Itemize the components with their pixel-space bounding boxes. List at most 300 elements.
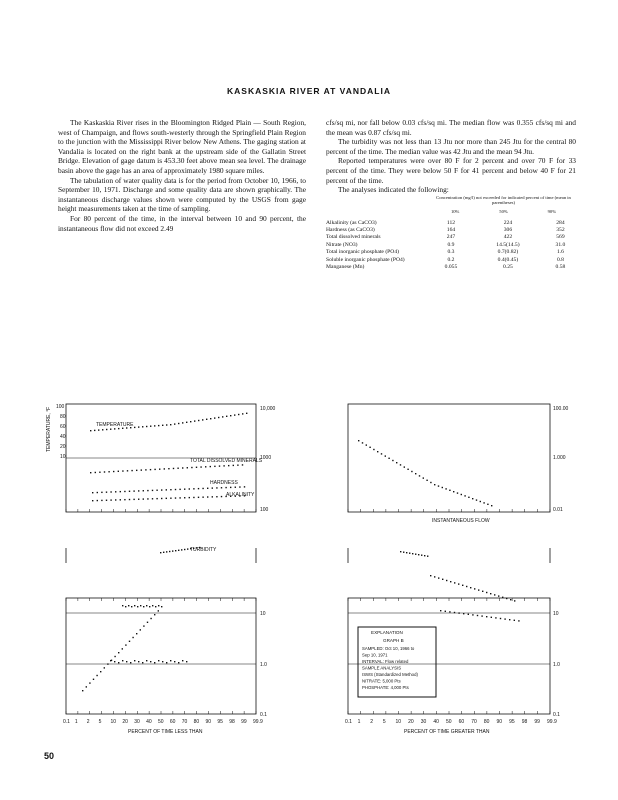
data-point bbox=[418, 554, 419, 555]
legend-title: EXPLANATION bbox=[371, 630, 403, 635]
data-point bbox=[205, 466, 206, 467]
data-point bbox=[158, 605, 159, 606]
data-point bbox=[166, 498, 167, 499]
data-point bbox=[131, 606, 132, 607]
data-point bbox=[385, 455, 386, 456]
data-point bbox=[500, 618, 501, 619]
data-point bbox=[118, 471, 119, 472]
data-point bbox=[178, 662, 179, 663]
data-point bbox=[179, 489, 180, 490]
x-tick-label: 90 bbox=[205, 719, 212, 725]
page-number: 50 bbox=[44, 751, 55, 761]
data-point bbox=[223, 465, 224, 466]
data-point bbox=[156, 498, 157, 499]
data-point bbox=[110, 660, 111, 661]
data-point bbox=[438, 577, 439, 578]
data-point bbox=[474, 588, 475, 589]
data-point bbox=[187, 467, 188, 468]
data-point bbox=[487, 504, 488, 505]
tick-label: 10 bbox=[260, 611, 266, 617]
data-point bbox=[234, 414, 235, 415]
data-point bbox=[158, 660, 159, 661]
x-tick-label: 5 bbox=[382, 719, 386, 725]
data-point bbox=[118, 428, 119, 429]
percent-label: 50% bbox=[499, 208, 508, 214]
data-point bbox=[362, 442, 363, 443]
data-point bbox=[179, 497, 180, 498]
x-tick-label: 70 bbox=[471, 719, 477, 725]
data-point bbox=[131, 470, 132, 471]
data-point bbox=[246, 413, 247, 414]
table-cell: Alkalinity (as CaCO3) bbox=[326, 219, 377, 226]
tick-label: 100 bbox=[56, 404, 65, 410]
data-point bbox=[198, 488, 199, 489]
data-point bbox=[477, 615, 478, 616]
data-point bbox=[147, 622, 148, 623]
x-tick-label: 1 bbox=[357, 719, 361, 725]
table-cell: Total dissolved minerals bbox=[326, 234, 381, 241]
x-axis-label: PERCENT OF TIME LESS THAN bbox=[128, 729, 203, 735]
data-point bbox=[178, 550, 179, 551]
data-point bbox=[182, 467, 183, 468]
data-point bbox=[453, 491, 454, 492]
data-point bbox=[483, 502, 484, 503]
data-point bbox=[409, 553, 410, 554]
data-point bbox=[124, 499, 125, 500]
table-cell: Nitrate (NO3) bbox=[326, 241, 358, 248]
data-point bbox=[388, 458, 389, 459]
table-cell: 247 bbox=[446, 234, 456, 241]
legend-line: INTERVAL: Flow related bbox=[362, 659, 409, 664]
data-point bbox=[182, 422, 183, 423]
table-cell: 0.055 bbox=[444, 263, 458, 270]
data-point bbox=[113, 471, 114, 472]
tick-label: 1000 bbox=[260, 455, 272, 461]
data-point bbox=[230, 415, 231, 416]
table-cell: 422 bbox=[503, 234, 513, 241]
data-point bbox=[184, 488, 185, 489]
x-tick-label: 60 bbox=[169, 719, 176, 725]
data-point bbox=[491, 617, 492, 618]
data-point bbox=[124, 491, 125, 492]
data-point bbox=[419, 475, 420, 476]
x-tick-label: 98 bbox=[521, 719, 528, 725]
data-point bbox=[99, 472, 100, 473]
data-point bbox=[114, 661, 115, 662]
series-label: TEMPERATURE bbox=[96, 422, 134, 428]
data-point bbox=[120, 499, 121, 500]
data-point bbox=[400, 464, 401, 465]
data-point bbox=[143, 498, 144, 499]
x-tick-label: 99.9 bbox=[253, 719, 263, 725]
data-point bbox=[160, 552, 161, 553]
data-point bbox=[518, 620, 519, 621]
tick-label: 100.00 bbox=[553, 406, 569, 412]
paragraph: Reported temperatures were over 80 F for 2 percent and over 70 F for 33 percent of the time. They were below 50 F for 41 percent and below 40 F for 21 percent of the time. bbox=[326, 156, 576, 185]
data-point bbox=[104, 667, 105, 668]
data-point bbox=[490, 593, 491, 594]
data-point bbox=[198, 497, 199, 498]
data-point bbox=[412, 553, 413, 554]
data-point bbox=[158, 425, 159, 426]
data-point bbox=[118, 662, 119, 663]
data-point bbox=[235, 487, 236, 488]
data-point bbox=[218, 417, 219, 418]
data-point bbox=[174, 661, 175, 662]
data-point bbox=[168, 468, 169, 469]
table-header: Concentration (mg/l) not exceeded for indicated percent of time (mean in parentheses) bbox=[436, 194, 571, 206]
data-point bbox=[166, 551, 167, 552]
tick-label: 1.000 bbox=[553, 455, 566, 461]
table-cell: Soluble inorganic phosphate (PO4) bbox=[326, 256, 405, 263]
paragraph: The analyses indicated the following: bbox=[338, 185, 449, 195]
data-point bbox=[366, 444, 367, 445]
data-point bbox=[143, 490, 144, 491]
x-tick-label: 10 bbox=[395, 719, 402, 725]
x-tick-label: 10 bbox=[110, 719, 117, 725]
table-cell: 306 bbox=[503, 226, 513, 233]
data-point bbox=[175, 497, 176, 498]
x-tick-label: 99 bbox=[534, 719, 540, 725]
data-point bbox=[110, 499, 111, 500]
x-tick-label: 0.1 bbox=[345, 719, 352, 725]
data-point bbox=[457, 492, 458, 493]
x-tick-label: 40 bbox=[433, 719, 439, 725]
table-cell: 352 bbox=[556, 226, 565, 233]
data-point bbox=[110, 491, 111, 492]
data-point bbox=[140, 605, 141, 606]
data-point bbox=[154, 425, 155, 426]
x-axis-ticks-right bbox=[345, 719, 557, 725]
x-tick-label: 70 bbox=[181, 719, 188, 725]
data-point bbox=[228, 465, 229, 466]
tick-label: 0.1 bbox=[553, 712, 560, 718]
paragraph: The Kaskaskia River rises in the Bloomington Ridged Plain — South Region, west of Champaign, and flows south-westerly through the Springfield Plain Region to the junction with the Mississippi River below New Athens. The gaging station at Vandalia is located on the right bank at the upstream side of the Gallatin Street Bridge. Elevation of gage datum is 453.30 feet above mean sea level. The drainage basin above the gage has an area of approximately 1980 square miles. bbox=[58, 118, 306, 175]
data-point bbox=[458, 583, 459, 584]
table-cell: 224 bbox=[503, 219, 513, 226]
data-point bbox=[182, 660, 183, 661]
data-point bbox=[150, 426, 151, 427]
data-point bbox=[125, 644, 126, 645]
series-label: TOTAL DISSOLVED MINERALS bbox=[190, 458, 263, 464]
data-point bbox=[498, 595, 499, 596]
tick-label: 40 bbox=[60, 434, 66, 440]
data-point bbox=[207, 496, 208, 497]
data-point bbox=[152, 498, 153, 499]
data-point bbox=[134, 427, 135, 428]
data-point bbox=[449, 490, 450, 491]
data-point bbox=[154, 614, 155, 615]
tick-label: 0.1 bbox=[260, 712, 267, 718]
data-point bbox=[369, 447, 370, 448]
x-tick-label: 5 bbox=[98, 719, 102, 725]
data-point bbox=[152, 605, 153, 606]
data-point bbox=[207, 488, 208, 489]
data-point bbox=[90, 430, 91, 431]
data-point bbox=[110, 429, 111, 430]
data-point bbox=[184, 549, 185, 550]
data-point bbox=[186, 422, 187, 423]
data-point bbox=[92, 492, 93, 493]
data-point bbox=[415, 554, 416, 555]
data-point bbox=[238, 414, 239, 415]
x-tick-label: 50 bbox=[446, 719, 452, 725]
data-point bbox=[210, 466, 211, 467]
data-point bbox=[156, 490, 157, 491]
data-point bbox=[202, 496, 203, 497]
tick-label: 10,000 bbox=[260, 406, 276, 412]
data-point bbox=[242, 464, 243, 465]
data-point bbox=[193, 497, 194, 498]
data-point bbox=[94, 430, 95, 431]
data-point bbox=[161, 489, 162, 490]
tick-label: 1.0 bbox=[553, 662, 560, 668]
x-tick-label: 2 bbox=[370, 719, 374, 725]
data-point bbox=[93, 679, 94, 680]
data-point bbox=[445, 488, 446, 489]
data-point bbox=[404, 466, 405, 467]
data-point bbox=[358, 440, 359, 441]
legend-line: ISWS (Standardized Method) bbox=[362, 672, 418, 677]
data-point bbox=[196, 467, 197, 468]
data-point bbox=[138, 661, 139, 662]
data-point bbox=[143, 625, 144, 626]
data-point bbox=[138, 499, 139, 500]
data-point bbox=[442, 579, 443, 580]
table-cell: 31.0 bbox=[555, 241, 566, 248]
x-tick-label: 90 bbox=[496, 719, 503, 725]
data-point bbox=[155, 606, 156, 607]
data-point bbox=[480, 501, 481, 502]
data-point bbox=[202, 419, 203, 420]
table-cell: 0.7(0.82) bbox=[497, 249, 519, 256]
data-point bbox=[89, 682, 90, 683]
x-tick-label: 80 bbox=[483, 719, 490, 725]
legend-line: NITRATE: 5,000 Pts bbox=[362, 678, 401, 684]
data-point bbox=[118, 652, 119, 653]
data-point bbox=[159, 468, 160, 469]
data-point bbox=[115, 491, 116, 492]
data-point bbox=[162, 661, 163, 662]
x-tick-label: 95 bbox=[217, 719, 223, 725]
data-point bbox=[468, 614, 469, 615]
table-cell: Hardness (as CaCO3) bbox=[326, 226, 375, 233]
tick-label: 60 bbox=[60, 424, 66, 430]
data-point bbox=[415, 473, 416, 474]
data-point bbox=[407, 469, 408, 470]
data-point bbox=[210, 418, 211, 419]
data-point bbox=[491, 505, 492, 506]
data-point bbox=[138, 490, 139, 491]
data-point bbox=[381, 453, 382, 454]
data-point bbox=[216, 487, 217, 488]
data-point bbox=[122, 605, 123, 606]
data-point bbox=[445, 611, 446, 612]
data-point bbox=[187, 548, 188, 549]
data-point bbox=[446, 580, 447, 581]
data-point bbox=[106, 500, 107, 501]
data-point bbox=[136, 633, 137, 634]
data-point bbox=[122, 470, 123, 471]
data-point bbox=[202, 488, 203, 489]
data-point bbox=[403, 552, 404, 553]
data-point bbox=[449, 611, 450, 612]
table-cell: 112 bbox=[446, 219, 456, 226]
x-tick-label: 99 bbox=[241, 719, 247, 725]
data-point bbox=[162, 425, 163, 426]
data-point bbox=[463, 613, 464, 614]
data-point bbox=[194, 420, 195, 421]
data-point bbox=[514, 600, 515, 601]
data-point bbox=[114, 428, 115, 429]
data-point bbox=[146, 660, 147, 661]
data-point bbox=[170, 424, 171, 425]
legend-line: SAMPLE ANALYSIS bbox=[362, 665, 402, 671]
data-point bbox=[244, 486, 245, 487]
data-point bbox=[106, 491, 107, 492]
data-point bbox=[189, 488, 190, 489]
data-point bbox=[514, 620, 515, 621]
y-axis-label: TEMPERATURE, °F bbox=[46, 406, 52, 452]
data-point bbox=[466, 586, 467, 587]
x-tick-label: 20 bbox=[122, 719, 128, 725]
data-point bbox=[458, 612, 459, 613]
x-tick-label: 20 bbox=[408, 719, 414, 725]
x-tick-label: 95 bbox=[509, 719, 515, 725]
data-point bbox=[191, 467, 192, 468]
series-label: INSTANTANEOUS FLOW bbox=[432, 518, 490, 524]
paragraph: cfs/sq mi, nor fall below 0.03 cfs/sq mi. The median flow was 0.355 cfs/sq mi and the mean was 0.87 cfs/sq mi. bbox=[326, 118, 576, 137]
data-point bbox=[193, 488, 194, 489]
data-point bbox=[233, 465, 234, 466]
data-point bbox=[200, 466, 201, 467]
data-point bbox=[440, 610, 441, 611]
table-cell: 0.9 bbox=[447, 241, 455, 248]
table-cell: 569 bbox=[556, 234, 565, 241]
data-point bbox=[97, 500, 98, 501]
data-point bbox=[442, 487, 443, 488]
data-point bbox=[125, 606, 126, 607]
data-point bbox=[450, 581, 451, 582]
data-point bbox=[100, 671, 101, 672]
data-point bbox=[189, 497, 190, 498]
data-point bbox=[411, 471, 412, 472]
paragraph: The turbidity was not less than 13 Jtu nor more than 245 Jtu for the central 80 percent of the time. The median value was 42 Jtu and the mean 94 Jtu. bbox=[326, 137, 576, 156]
table-cell: 0.8 bbox=[556, 256, 564, 263]
x-tick-label: 40 bbox=[146, 719, 152, 725]
table-cell: 1.6 bbox=[556, 249, 564, 256]
data-point bbox=[430, 482, 431, 483]
data-point bbox=[430, 575, 431, 576]
data-point bbox=[230, 487, 231, 488]
data-point bbox=[454, 582, 455, 583]
data-point bbox=[154, 662, 155, 663]
data-point bbox=[421, 555, 422, 556]
data-point bbox=[90, 472, 91, 473]
data-point bbox=[239, 486, 240, 487]
data-point bbox=[127, 470, 128, 471]
data-point bbox=[129, 491, 130, 492]
data-point bbox=[406, 552, 407, 553]
data-point bbox=[170, 489, 171, 490]
data-point bbox=[478, 589, 479, 590]
data-point bbox=[126, 661, 127, 662]
data-point bbox=[143, 606, 144, 607]
data-point bbox=[122, 660, 123, 661]
table-cell: 284 bbox=[556, 219, 565, 226]
data-point bbox=[438, 485, 439, 486]
tick-label: 1.0 bbox=[260, 662, 267, 668]
data-point bbox=[186, 661, 187, 662]
data-point bbox=[506, 598, 507, 599]
x-axis-ticks-left bbox=[63, 719, 263, 725]
data-point bbox=[212, 496, 213, 497]
data-point bbox=[377, 451, 378, 452]
data-point bbox=[138, 426, 139, 427]
data-point bbox=[106, 429, 107, 430]
data-point bbox=[242, 413, 243, 414]
data-point bbox=[147, 498, 148, 499]
data-point bbox=[146, 426, 147, 427]
data-point bbox=[504, 618, 505, 619]
x-tick-label: 50 bbox=[158, 719, 164, 725]
x-tick-label: 30 bbox=[134, 719, 140, 725]
data-point bbox=[164, 468, 165, 469]
x-tick-label: 99.9 bbox=[547, 719, 557, 725]
x-axis-label: PERCENT OF TIME GREATER THAN bbox=[404, 729, 490, 735]
percent-label: 10% bbox=[450, 208, 460, 214]
series-label: HARDNESS bbox=[210, 480, 238, 486]
series-label: ALKALINITY bbox=[226, 492, 255, 498]
data-point bbox=[95, 472, 96, 473]
data-point bbox=[129, 641, 130, 642]
data-point bbox=[221, 487, 222, 488]
data-point bbox=[128, 605, 129, 606]
data-point bbox=[142, 426, 143, 427]
data-point bbox=[392, 460, 393, 461]
data-point bbox=[166, 489, 167, 490]
x-tick-label: 80 bbox=[193, 719, 200, 725]
data-point bbox=[400, 551, 401, 552]
x-tick-label: 0.1 bbox=[63, 719, 70, 725]
x-tick-label: 60 bbox=[458, 719, 465, 725]
data-point bbox=[92, 500, 93, 501]
data-point bbox=[170, 660, 171, 661]
data-point bbox=[150, 469, 151, 470]
data-point bbox=[108, 471, 109, 472]
table-cell: 164 bbox=[446, 226, 456, 233]
table-cell: 14.5(14.5) bbox=[496, 241, 520, 248]
table-cell: 0.2 bbox=[447, 256, 455, 263]
data-point bbox=[461, 494, 462, 495]
tick-label: 80 bbox=[60, 414, 66, 420]
data-point bbox=[152, 490, 153, 491]
data-point bbox=[115, 499, 116, 500]
x-tick-label: 1 bbox=[74, 719, 78, 725]
data-point bbox=[172, 550, 173, 551]
data-point bbox=[174, 423, 175, 424]
legend-line: PHOSPHATE: 4,000 Pts bbox=[362, 685, 409, 690]
data-point bbox=[206, 419, 207, 420]
data-point bbox=[122, 648, 123, 649]
data-point bbox=[173, 468, 174, 469]
data-point bbox=[150, 618, 151, 619]
data-point bbox=[486, 616, 487, 617]
data-point bbox=[166, 662, 167, 663]
tick-label: 0.01 bbox=[553, 507, 563, 513]
data-point bbox=[472, 614, 473, 615]
data-point bbox=[426, 480, 427, 481]
